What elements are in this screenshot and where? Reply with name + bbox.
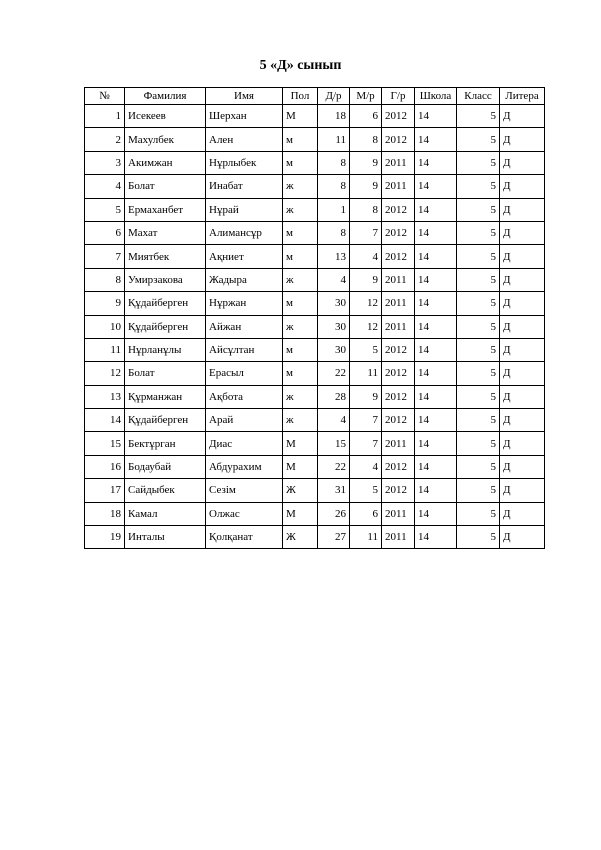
name-cell: Олжас <box>206 502 283 525</box>
header-letter: Литера <box>500 88 545 105</box>
birth-day-cell: 11 <box>318 128 350 151</box>
sex-cell: м <box>283 362 318 385</box>
surname-cell: Камал <box>125 502 206 525</box>
letter-cell: Д <box>500 315 545 338</box>
birth-year-cell: 2011 <box>382 151 415 174</box>
table-row <box>85 268 545 291</box>
letter-cell: Д <box>500 338 545 361</box>
class-cell: 5 <box>457 385 500 408</box>
surname-cell: Құдайберген <box>125 315 206 338</box>
letter-cell: Д <box>500 245 545 268</box>
header-birth-day: Д/р <box>318 88 350 105</box>
birth-year-cell: 2012 <box>382 105 415 128</box>
letter-cell: Д <box>500 268 545 291</box>
birth-month-cell: 8 <box>350 198 382 221</box>
row-number-cell: 6 <box>85 221 125 244</box>
table-row <box>85 385 545 408</box>
birth-year-cell: 2012 <box>382 409 415 432</box>
row-number-cell: 16 <box>85 455 125 478</box>
birth-month-cell: 4 <box>350 455 382 478</box>
class-cell: 5 <box>457 128 500 151</box>
surname-cell: Құрманжан <box>125 385 206 408</box>
table-row <box>85 105 545 128</box>
sex-cell: М <box>283 432 318 455</box>
letter-cell: Д <box>500 128 545 151</box>
sex-cell: ж <box>283 268 318 291</box>
letter-cell: Д <box>500 292 545 315</box>
surname-cell: Құдайберген <box>125 409 206 432</box>
table-row <box>85 151 545 174</box>
row-number-cell: 14 <box>85 409 125 432</box>
sex-cell: м <box>283 221 318 244</box>
birth-day-cell: 30 <box>318 292 350 315</box>
birth-year-cell: 2012 <box>382 385 415 408</box>
birth-month-cell: 6 <box>350 105 382 128</box>
table-row <box>85 362 545 385</box>
school-cell: 14 <box>415 338 457 361</box>
letter-cell: Д <box>500 198 545 221</box>
surname-cell: Умирзакова <box>125 268 206 291</box>
table-row <box>85 338 545 361</box>
class-cell: 5 <box>457 432 500 455</box>
birth-day-cell: 26 <box>318 502 350 525</box>
school-cell: 14 <box>415 479 457 502</box>
class-cell: 5 <box>457 409 500 432</box>
surname-cell: Болат <box>125 362 206 385</box>
surname-cell: Ермаханбет <box>125 198 206 221</box>
sex-cell: м <box>283 245 318 268</box>
birth-year-cell: 2012 <box>382 338 415 361</box>
row-number-cell: 5 <box>85 198 125 221</box>
name-cell: Айжан <box>206 315 283 338</box>
birth-year-cell: 2011 <box>382 292 415 315</box>
birth-year-cell: 2012 <box>382 245 415 268</box>
school-cell: 14 <box>415 175 457 198</box>
name-cell: Нұрай <box>206 198 283 221</box>
class-cell: 5 <box>457 151 500 174</box>
birth-month-cell: 9 <box>350 385 382 408</box>
name-cell: Диас <box>206 432 283 455</box>
sex-cell: м <box>283 338 318 361</box>
birth-day-cell: 8 <box>318 151 350 174</box>
school-cell: 14 <box>415 432 457 455</box>
letter-cell: Д <box>500 362 545 385</box>
sex-cell: М <box>283 455 318 478</box>
table-row <box>85 315 545 338</box>
letter-cell: Д <box>500 432 545 455</box>
birth-day-cell: 28 <box>318 385 350 408</box>
table-row <box>85 198 545 221</box>
name-cell: Айсұлтан <box>206 338 283 361</box>
school-cell: 14 <box>415 526 457 549</box>
sex-cell: М <box>283 502 318 525</box>
name-cell: Алимансұр <box>206 221 283 244</box>
sex-cell: м <box>283 128 318 151</box>
name-cell: Қолқанат <box>206 526 283 549</box>
birth-month-cell: 9 <box>350 268 382 291</box>
birth-month-cell: 11 <box>350 526 382 549</box>
letter-cell: Д <box>500 385 545 408</box>
school-cell: 14 <box>415 105 457 128</box>
surname-cell: Инталы <box>125 526 206 549</box>
surname-cell: Акимжан <box>125 151 206 174</box>
school-cell: 14 <box>415 151 457 174</box>
birth-month-cell: 9 <box>350 151 382 174</box>
birth-day-cell: 13 <box>318 245 350 268</box>
header-birth-year: Г/р <box>382 88 415 105</box>
surname-cell: Бодаубай <box>125 455 206 478</box>
birth-day-cell: 27 <box>318 526 350 549</box>
school-cell: 14 <box>415 128 457 151</box>
letter-cell: Д <box>500 221 545 244</box>
header-class: Класс <box>457 88 500 105</box>
school-cell: 14 <box>415 315 457 338</box>
birth-month-cell: 7 <box>350 221 382 244</box>
name-cell: Нұрлыбек <box>206 151 283 174</box>
birth-month-cell: 5 <box>350 338 382 361</box>
birth-month-cell: 7 <box>350 409 382 432</box>
name-cell: Ален <box>206 128 283 151</box>
school-cell: 14 <box>415 502 457 525</box>
surname-cell: Миятбек <box>125 245 206 268</box>
sex-cell: м <box>283 151 318 174</box>
school-cell: 14 <box>415 409 457 432</box>
table-row <box>85 245 545 268</box>
row-number-cell: 11 <box>85 338 125 361</box>
class-cell: 5 <box>457 362 500 385</box>
row-number-cell: 15 <box>85 432 125 455</box>
surname-cell: Сайдыбек <box>125 479 206 502</box>
letter-cell: Д <box>500 455 545 478</box>
row-number-cell: 10 <box>85 315 125 338</box>
row-number-cell: 13 <box>85 385 125 408</box>
school-cell: 14 <box>415 385 457 408</box>
birth-day-cell: 30 <box>318 338 350 361</box>
class-cell: 5 <box>457 292 500 315</box>
surname-cell: Махулбек <box>125 128 206 151</box>
row-number-cell: 3 <box>85 151 125 174</box>
letter-cell: Д <box>500 526 545 549</box>
table-row <box>85 502 545 525</box>
birth-day-cell: 8 <box>318 175 350 198</box>
table-row <box>85 175 545 198</box>
class-cell: 5 <box>457 526 500 549</box>
birth-day-cell: 22 <box>318 362 350 385</box>
name-cell: Абдурахим <box>206 455 283 478</box>
school-cell: 14 <box>415 198 457 221</box>
birth-month-cell: 12 <box>350 292 382 315</box>
class-cell: 5 <box>457 338 500 361</box>
name-cell: Шерхан <box>206 105 283 128</box>
surname-cell: Бектұрган <box>125 432 206 455</box>
letter-cell: Д <box>500 151 545 174</box>
birth-day-cell: 4 <box>318 268 350 291</box>
page-title: 5 «Д» сынып <box>259 58 342 73</box>
letter-cell: Д <box>500 502 545 525</box>
student-table <box>84 87 545 549</box>
birth-day-cell: 31 <box>318 479 350 502</box>
school-cell: 14 <box>415 292 457 315</box>
header-number: № <box>85 88 125 105</box>
table-row <box>85 221 545 244</box>
table-body <box>85 105 545 549</box>
header-sex: Пол <box>283 88 318 105</box>
class-cell: 5 <box>457 198 500 221</box>
table-row <box>85 479 545 502</box>
class-cell: 5 <box>457 455 500 478</box>
row-number-cell: 12 <box>85 362 125 385</box>
header-name: Имя <box>206 88 283 105</box>
table-row <box>85 128 545 151</box>
birth-year-cell: 2011 <box>382 315 415 338</box>
letter-cell: Д <box>500 479 545 502</box>
header-birth-month: М/р <box>350 88 382 105</box>
class-cell: 5 <box>457 221 500 244</box>
class-cell: 5 <box>457 105 500 128</box>
birth-year-cell: 2011 <box>382 268 415 291</box>
row-number-cell: 9 <box>85 292 125 315</box>
row-number-cell: 4 <box>85 175 125 198</box>
birth-month-cell: 4 <box>350 245 382 268</box>
sex-cell: ж <box>283 198 318 221</box>
sex-cell: М <box>283 105 318 128</box>
birth-year-cell: 2011 <box>382 432 415 455</box>
class-cell: 5 <box>457 315 500 338</box>
surname-cell: Болат <box>125 175 206 198</box>
table-row <box>85 455 545 478</box>
birth-month-cell: 11 <box>350 362 382 385</box>
birth-month-cell: 9 <box>350 175 382 198</box>
birth-year-cell: 2011 <box>382 526 415 549</box>
header-surname: Фамилия <box>125 88 206 105</box>
row-number-cell: 7 <box>85 245 125 268</box>
name-cell: Ақниет <box>206 245 283 268</box>
birth-month-cell: 6 <box>350 502 382 525</box>
sex-cell: ж <box>283 175 318 198</box>
birth-day-cell: 30 <box>318 315 350 338</box>
row-number-cell: 17 <box>85 479 125 502</box>
row-number-cell: 1 <box>85 105 125 128</box>
birth-year-cell: 2012 <box>382 198 415 221</box>
letter-cell: Д <box>500 175 545 198</box>
class-cell: 5 <box>457 245 500 268</box>
sex-cell: м <box>283 292 318 315</box>
table-row <box>85 409 545 432</box>
name-cell: Ақбота <box>206 385 283 408</box>
name-cell: Сезім <box>206 479 283 502</box>
name-cell: Арай <box>206 409 283 432</box>
table-row <box>85 292 545 315</box>
sex-cell: ж <box>283 409 318 432</box>
letter-cell: Д <box>500 409 545 432</box>
birth-day-cell: 4 <box>318 409 350 432</box>
name-cell: Инабат <box>206 175 283 198</box>
letter-cell: Д <box>500 105 545 128</box>
birth-year-cell: 2012 <box>382 221 415 244</box>
name-cell: Нұржан <box>206 292 283 315</box>
table-header-row <box>85 88 545 105</box>
class-cell: 5 <box>457 175 500 198</box>
school-cell: 14 <box>415 221 457 244</box>
birth-month-cell: 8 <box>350 128 382 151</box>
surname-cell: Құдайберген <box>125 292 206 315</box>
table-row <box>85 432 545 455</box>
name-cell: Ерасыл <box>206 362 283 385</box>
class-cell: 5 <box>457 502 500 525</box>
school-cell: 14 <box>415 362 457 385</box>
birth-month-cell: 12 <box>350 315 382 338</box>
surname-cell: Махат <box>125 221 206 244</box>
name-cell: Жадыра <box>206 268 283 291</box>
row-number-cell: 2 <box>85 128 125 151</box>
sex-cell: Ж <box>283 479 318 502</box>
birth-day-cell: 18 <box>318 105 350 128</box>
header-school: Школа <box>415 88 457 105</box>
row-number-cell: 19 <box>85 526 125 549</box>
class-cell: 5 <box>457 479 500 502</box>
school-cell: 14 <box>415 245 457 268</box>
birth-year-cell: 2012 <box>382 128 415 151</box>
birth-day-cell: 8 <box>318 221 350 244</box>
birth-day-cell: 1 <box>318 198 350 221</box>
surname-cell: Исекеев <box>125 105 206 128</box>
row-number-cell: 8 <box>85 268 125 291</box>
table-row <box>85 526 545 549</box>
surname-cell: Нұрланұлы <box>125 338 206 361</box>
birth-year-cell: 2012 <box>382 479 415 502</box>
birth-year-cell: 2012 <box>382 362 415 385</box>
birth-year-cell: 2011 <box>382 175 415 198</box>
birth-year-cell: 2012 <box>382 455 415 478</box>
birth-year-cell: 2011 <box>382 502 415 525</box>
school-cell: 14 <box>415 455 457 478</box>
sex-cell: ж <box>283 385 318 408</box>
school-cell: 14 <box>415 268 457 291</box>
sex-cell: ж <box>283 315 318 338</box>
row-number-cell: 18 <box>85 502 125 525</box>
birth-day-cell: 22 <box>318 455 350 478</box>
birth-day-cell: 15 <box>318 432 350 455</box>
birth-month-cell: 7 <box>350 432 382 455</box>
birth-month-cell: 5 <box>350 479 382 502</box>
sex-cell: Ж <box>283 526 318 549</box>
class-cell: 5 <box>457 268 500 291</box>
